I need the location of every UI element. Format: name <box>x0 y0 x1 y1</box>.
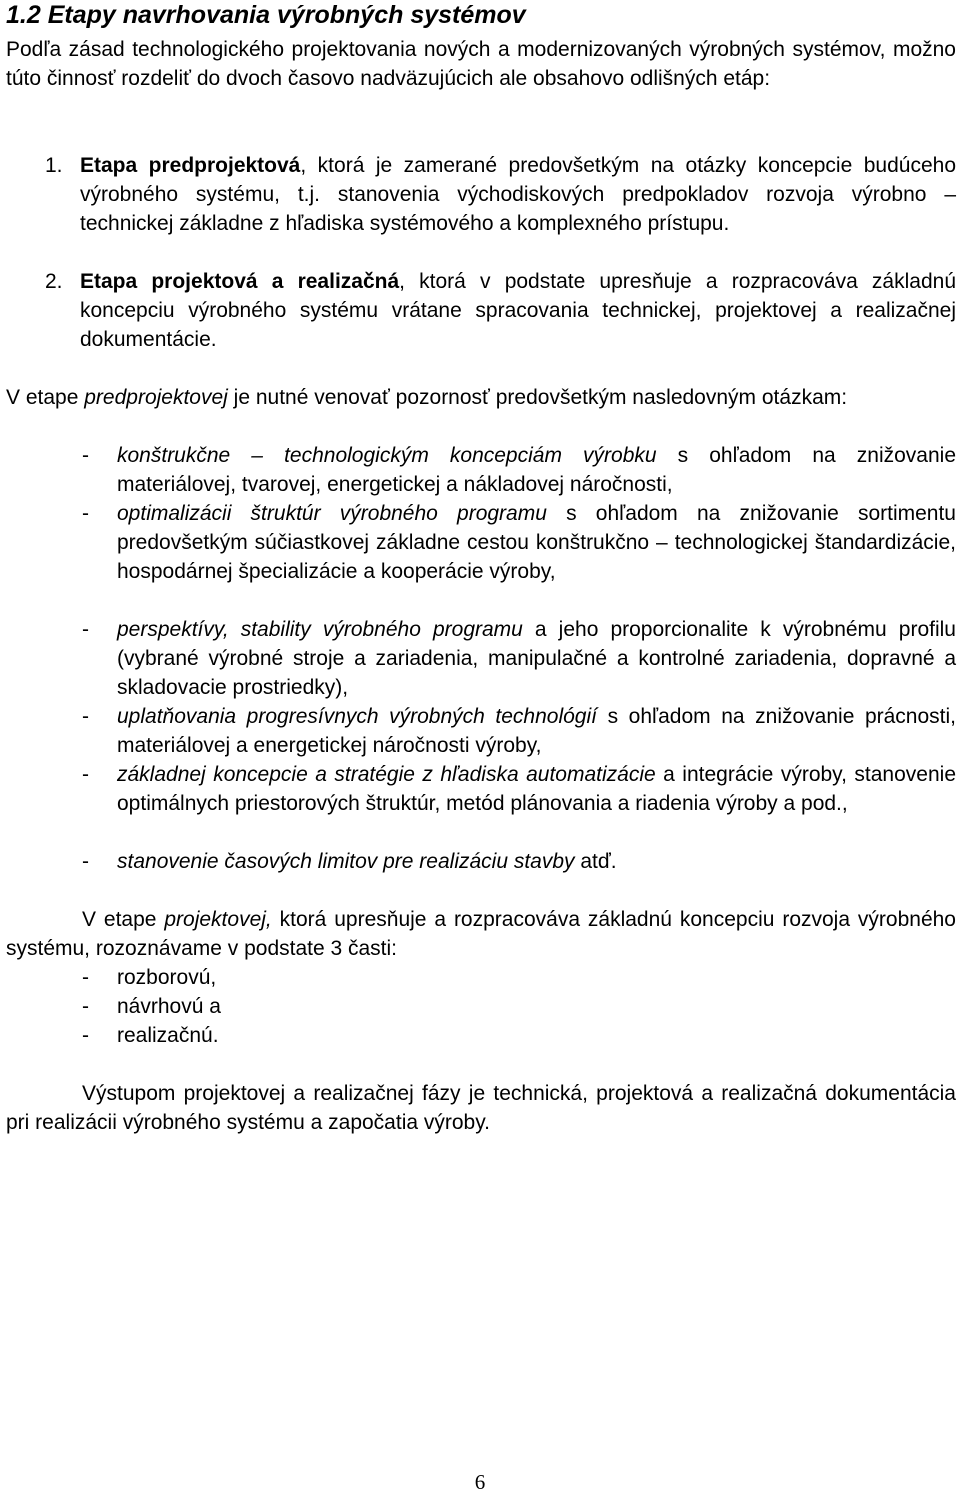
intro-paragraph: Podľa zásad technologického projektovania nových a modernizovaných výrobných systémov, možno túto činnosť rozdeliť do dvoch časovo nadväzujúcich ale obsahovo odlišných etáp: <box>6 38 956 90</box>
part-item-1 <box>82 963 956 992</box>
part-text: rozborovú, <box>117 966 217 989</box>
bullet-item-1 <box>82 441 956 499</box>
stage-number: 2. <box>45 270 63 293</box>
bullet-emphasis: uplatňovania progresívnych výrobných technológií <box>117 705 597 728</box>
part-text: návrhovú a <box>117 995 221 1018</box>
part-dash: - <box>82 995 89 1018</box>
part-item-3 <box>82 1021 956 1050</box>
bullet-dash: - <box>82 763 89 786</box>
bullet-dash: - <box>82 850 89 873</box>
bullet-text <box>117 499 956 586</box>
paragraph-lead: V etape <box>82 908 165 931</box>
bullet-rest: s ohľadom na znižovanie sortimentu predovšetkým súčiastkovej základne cestou konštrukčno – technologickej štandardizácie, hospodárnej špecializácie a kooperácie výroby, <box>117 502 956 583</box>
bullet-text <box>117 702 956 760</box>
bullet-item-3 <box>82 615 956 702</box>
bullet-text <box>117 615 956 702</box>
bullet-item-6 <box>82 847 956 876</box>
bullet-emphasis: optimalizácii štruktúr výrobného programu <box>117 502 547 525</box>
bullet-rest: a jeho proporcionalite k výrobnému profilu (vybrané výrobné stroje a zariadenia, manipulačné a kontrolné zariadenia, dopravné a skladovacie prostriedky), <box>117 618 956 699</box>
bullet-emphasis: základnej koncepcie a stratégie z hľadiska automatizácie <box>117 763 656 786</box>
page-number: 6 <box>474 1470 486 1494</box>
bullet-emphasis: stanovenie časových limitov pre realizáciu stavby <box>117 850 575 873</box>
paragraph-rest: je nutné venovať pozornosť predovšetkým nasledovným otázkam: <box>227 386 848 409</box>
stage-title: Etapa projektová a realizačná <box>80 270 400 293</box>
part-dash: - <box>82 966 89 989</box>
part-text: realizačnú. <box>117 1024 219 1047</box>
paragraph-emphasis: predprojektovej <box>84 386 228 409</box>
bullet-text <box>117 760 956 818</box>
closing-paragraph: Výstupom projektovej a realizačnej fázy je technická, projektová a realizačná dokumentácia pri realizácii výrobného systému a započatia výroby. <box>6 1082 956 1134</box>
preproject-paragraph <box>6 383 956 412</box>
stage-description: , ktorá je zamerané predovšetkým na otázky koncepcie budúceho výrobného systému, t.j. stanovenia východiskových predpokladov rozvoja výrobno – technickej základne z hľadiska systémového a komplexného prístupu. <box>80 154 956 235</box>
bullet-rest: a integrácie výroby, stanovenie optimálnych priestorových štruktúr, metód plánovania a riadenia výroby a pod., <box>117 763 956 815</box>
stage-text <box>80 151 956 238</box>
section-heading: 1.2 Etapy navrhovania výrobných systémov <box>6 1 526 29</box>
bullet-rest: atď. <box>574 850 617 873</box>
bullet-item-2 <box>82 499 956 586</box>
bullet-emphasis: konštrukčne – technologickým koncepciám výrobku <box>117 444 657 467</box>
stage-item-2 <box>45 267 956 354</box>
stage-number: 1. <box>45 154 63 177</box>
stage-item-1 <box>45 151 956 238</box>
paragraph-rest: ktorá upresňuje a rozpracováva základnú koncepciu rozvoja výrobného systému, rozoznávame v podstate 3 časti: <box>6 908 956 960</box>
bullet-emphasis: perspektívy, stability výrobného programu <box>117 618 523 641</box>
stage-text <box>80 267 956 354</box>
bullet-dash: - <box>82 618 89 641</box>
bullet-rest: s ohľadom na znižovanie prácnosti, materiálovej a energetickej náročnosti výroby, <box>117 705 956 757</box>
part-dash: - <box>82 1024 89 1047</box>
part-item-2 <box>82 992 956 1021</box>
stage-description: , ktorá v podstate upresňuje a rozpracováva základnú koncepciu výrobného systému vrátane spracovania technickej, projektovej a realizačnej dokumentácie. <box>80 270 956 351</box>
project-paragraph <box>6 905 956 963</box>
bullet-dash: - <box>82 705 89 728</box>
bullet-text <box>117 847 956 876</box>
paragraph-lead: V etape <box>6 386 85 409</box>
paragraph-emphasis: projektovej, <box>164 908 272 931</box>
bullet-dash: - <box>82 444 89 467</box>
bullet-item-5 <box>82 760 956 818</box>
stage-title: Etapa predprojektová <box>80 154 301 177</box>
bullet-rest: s ohľadom na znižovanie materiálovej, tvarovej, energetickej a nákladovej náročnosti, <box>117 444 956 496</box>
bullet-text <box>117 441 956 499</box>
bullet-item-4 <box>82 702 956 760</box>
bullet-dash: - <box>82 502 89 525</box>
